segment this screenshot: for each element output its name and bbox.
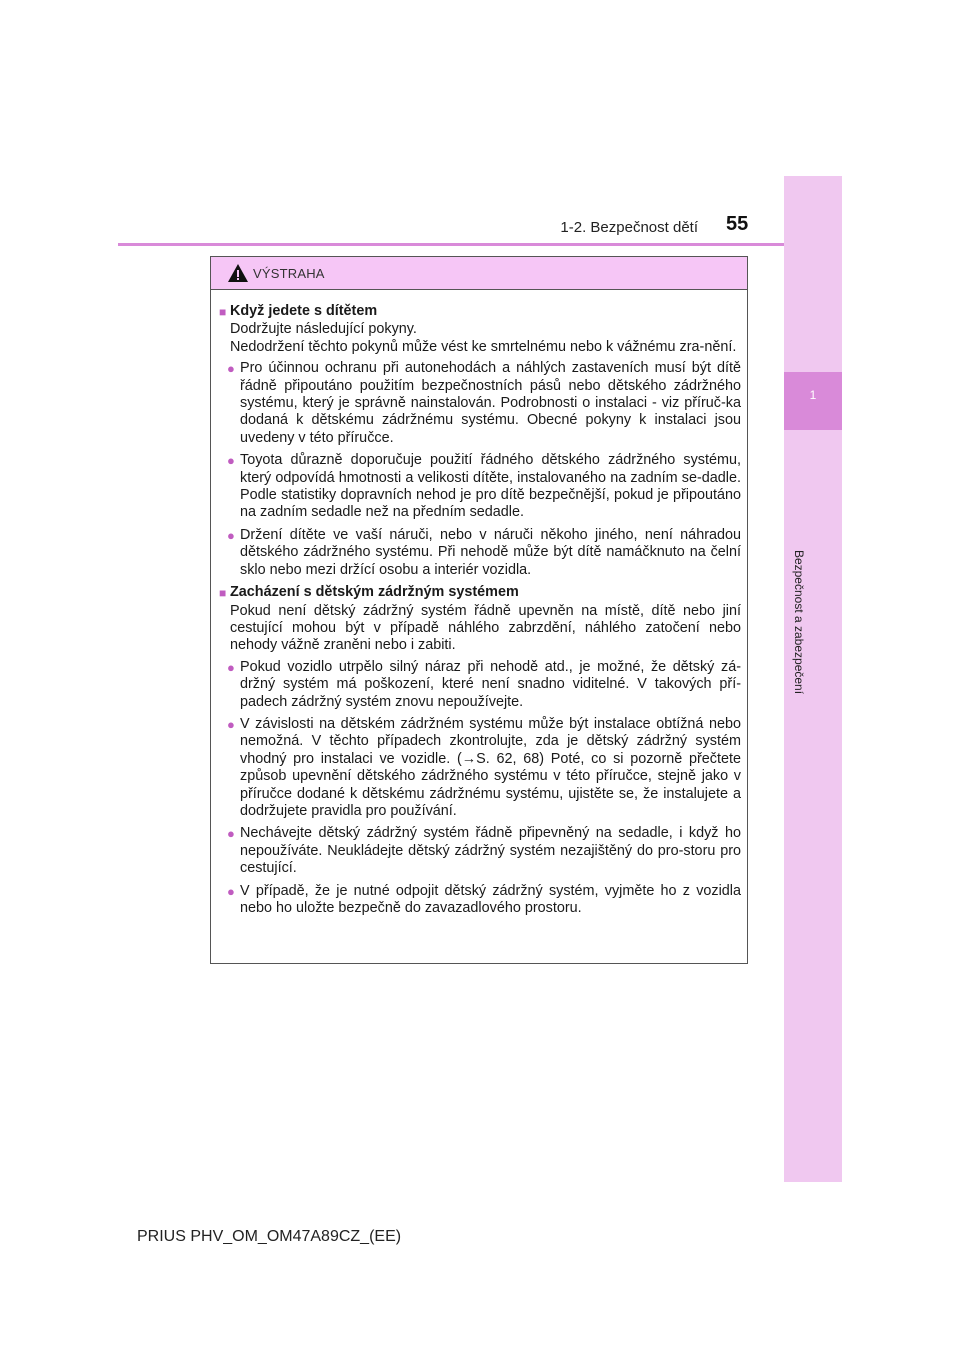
warning-header [211,257,747,290]
list-item [219,883,741,918]
warning-title: VÝSTRAHA [253,265,325,281]
header-rule [118,243,784,246]
list-item-text: Toyota důrazně doporučuje použití řádného dětského zádržného systému, který odpovídá hmotnosti a velikosti dítěte, instalovaného na zadním se-dadle. Podle statistiky dopravních nehod je pro dítě bezpečnější, pokud je připoutáno na zadním sedadle než na předním sedadle. [240,452,741,521]
section-heading-text: Když jedete s dítětem [230,303,378,319]
chapter-number: 1 [809,388,817,402]
list-item [219,825,741,877]
list-item-text: Pokud vozidlo utrpělo silný náraz při nehodě atd., je možné, že dětský zá-držný systém má poškození, které není snadno viditelné. V takových pří-padech zádržný systém znovu nepoužívejte. [240,658,741,710]
warning-box [210,256,748,964]
section-intro: Dodržujte následující pokyny. Nedodržení těchto pokynů může vést ke smrtelnému nebo k vážnému zra-nění. [230,321,737,355]
circle-bullet-icon: ● [227,716,235,732]
circle-bullet-icon: ● [227,527,235,543]
list-item-text: V závislosti na dětském zádržném systému může být instalace obtížná nebo nemožná. V těchto případech zkontrolujte, zda je dětský zádržný systém vhodný pro instalaci ve vozidle. (→S. 62, 68) Poté, co si pozorně přečtete způsob upevnění dětského zádržného systému v této příručce, stejně jako v příručce dodané k dětskému zádržnému systému, ujistěte se, že instalujete a dodržujete pravidla pro používání. [240,715,741,819]
list-item-text: Držení dítěte ve vaší náruči, nebo v náruči někoho jiného, není náhradou dětského zádržného systému. Při nehodě může být dítě namáčknuto na čelní sklo nebo mezi držící osobu a interiér vozidla. [240,526,741,578]
warning-body [211,290,747,917]
list-item-text: Pro účinnou ochranu při autonehodách a náhlých zastaveních musí být dítě řádně připoutáno použitím bezpečnostních pásů nebo dětského zádržného systému, který je správně nainstalován. Podrobnosti o instalaci - viz příruč-ka dodaná k dětskému zádržnému systému. Obecné pokyny k instalaci jsou uvedeny v této příručce. [240,360,741,446]
list-item-text: V případě, že je nutné odpojit dětský zádržný systém, vyjměte ho z vozidla nebo ho uložte bezpečně do zavazadlového prostoru. [240,882,741,916]
list-item-text: Nechávejte dětský zádržný systém řádně připevněný na sedadle, i když ho nepoužíváte. Neukládejte dětský zádržný systém nezajištěný do pro-storu pro cestující. [240,825,741,877]
page-number: 55 [726,213,749,235]
footer-document-code: PRIUS PHV_OM_OM47A89CZ_(EE) [137,1228,402,1245]
header-section-title: 1-2. Bezpečnost dětí [560,219,698,236]
chapter-label: Bezpečnost a zabezpečení [792,549,806,695]
list-item [219,527,741,579]
list-item [219,716,741,820]
list-item [219,659,741,711]
section-heading-text: Zacházení s dětským zádržným systémem [230,584,519,601]
section-heading [219,303,741,321]
circle-bullet-icon: ● [227,361,235,377]
circle-bullet-icon: ● [227,826,235,842]
circle-bullet-icon: ● [227,659,235,675]
warning-triangle-icon [227,263,249,283]
section-intro: Pokud není dětský zádržný systém řádně upevněn na místě, dítě nebo jiní cestující mohou být v případě náhlého zabrzdění, náhlého zatočení nebo nehody vážně zraněni nebo i zabiti. [230,602,741,654]
list-item [219,452,741,522]
section-heading [219,584,741,602]
square-bullet-icon: ■ [219,305,227,319]
square-bullet-icon: ■ [219,586,227,601]
circle-bullet-icon: ● [227,883,235,899]
circle-bullet-icon: ● [227,453,235,469]
list-item [219,360,741,447]
